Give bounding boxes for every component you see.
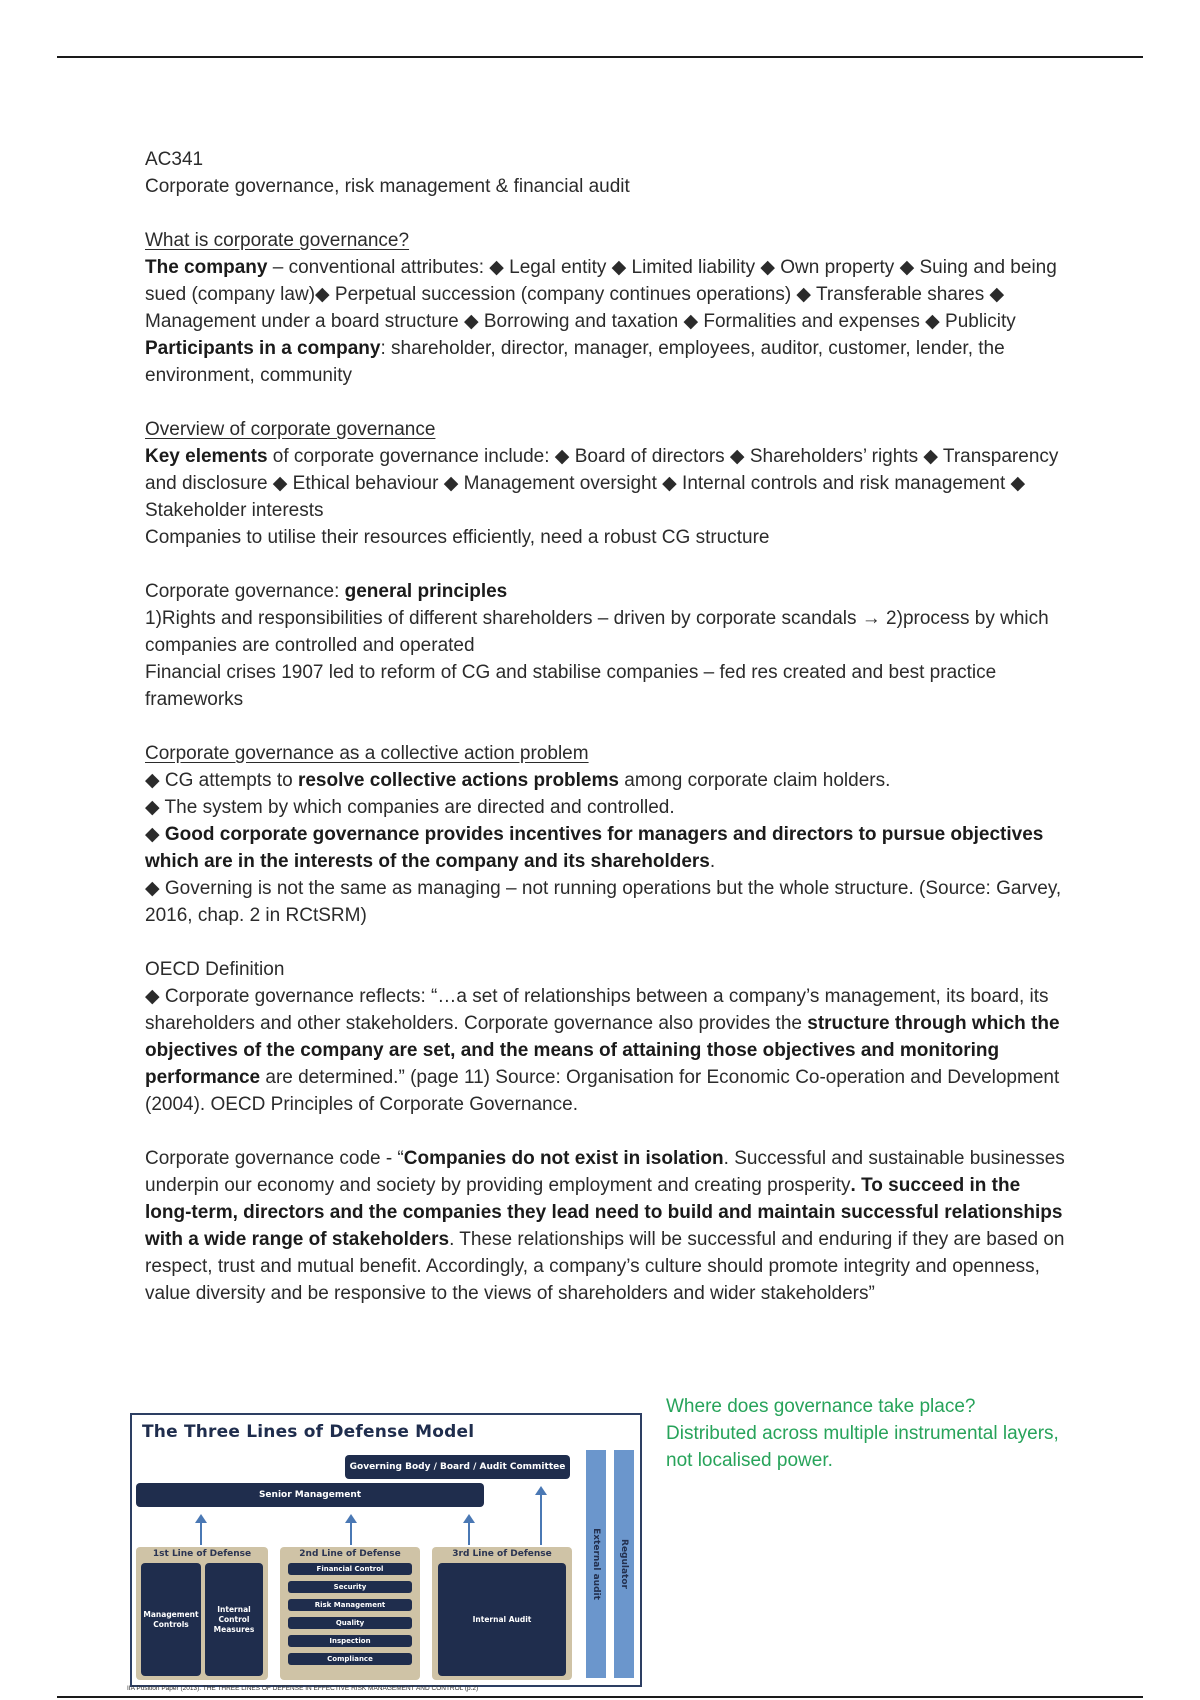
paragraph: The company – conventional attributes: ◆ Legal entity ◆ Limited liability ◆ Own property ◆ Suing and being sued (company law)◆ Perpetual succession (company continues operations) ◆ Transferable shares ◆ Management under a board structure ◆ Borrowing and taxation ◆ Formalities and expenses ◆ Publicity	[145, 257, 1057, 332]
second-line-of-defense	[280, 1547, 420, 1680]
internal-control-measures-box: Internal Control Measures	[205, 1563, 263, 1676]
first-line-header: 1st Line of Defense	[152, 1549, 252, 1559]
paragraph: Financial crises 1907 led to reform of CG and stabilise companies – fed res created and best practice frameworks	[145, 662, 997, 710]
paragraph: Participants in a company: shareholder, director, manager, employees, auditor, customer, lender, the environment, community	[145, 338, 1005, 386]
paragraph: ◆ Corporate governance reflects: “…a set of relationships between a company’s management, its board, its shareholders and other stakeholders. Corporate governance also provides the structure through which the objectives of the company are set, and the means of attaining those objectives and monitoring performance are determined.” (page 11) Source: Organisation for Economic Co-operation and Development (2004). OECD Principles of Corporate Governance.	[145, 986, 1060, 1115]
first-line-of-defense	[136, 1547, 268, 1680]
bullet-item: ◆ The system by which companies are directed and controlled.	[145, 797, 675, 818]
header-rule	[57, 56, 1143, 58]
section-heading: What is corporate governance?	[145, 230, 410, 251]
financial-control-item: Financial Control	[288, 1563, 412, 1575]
section-heading: Corporate governance: general principles	[145, 581, 508, 602]
arrow-up-icon	[200, 1521, 202, 1545]
diagram-caption: IIA Position Paper (2013). THE THREE LINES OF DEFENSE IN EFFECTIVE RISK MANAGEMENT AND CONTROL (p.2)	[127, 1685, 479, 1692]
compliance-item: Compliance	[288, 1653, 412, 1665]
external-audit-bar	[586, 1450, 606, 1678]
footer-rule	[57, 1696, 1143, 1698]
regulator-label: Regulator	[619, 1539, 629, 1589]
management-controls-box: Management Controls	[141, 1563, 201, 1676]
course-code: AC341	[145, 149, 204, 170]
arrow-up-icon	[350, 1521, 352, 1545]
quality-item: Quality	[288, 1617, 412, 1629]
second-line-header: 2nd Line of Defense	[299, 1549, 401, 1559]
internal-audit-box: Internal Audit	[438, 1563, 566, 1676]
senior-management-box: Senior Management	[136, 1483, 484, 1507]
document-body	[145, 146, 1065, 1307]
bullet-item: ◆ Governing is not the same as managing – not running operations but the whole structure. (Source: Garvey, 2016, chap. 2 in RCtSRM)	[145, 878, 1062, 926]
paragraph: Corporate governance code - “Companies do not exist in isolation. Successful and sustainable businesses underpin our economy and society by providing employment and creating prosperity. To succeed in the long-term, directors and the companies they lead need to build and maintain successful relationships with a wide range of stakeholders. These relationships will be successful and enduring if they are based on respect, trust and mutual benefit. Accordingly, a company’s culture should promote integrity and openness, value diversity and be responsive to the views of shareholders and wider stakeholders”	[145, 1148, 1065, 1304]
paragraph: 1)Rights and responsibilities of different shareholders – driven by corporate scandals → 2)process by which companies are controlled and operated	[145, 608, 1049, 656]
paragraph: Companies to utilise their resources efficiently, need a robust CG structure	[145, 527, 770, 548]
external-audit-label: External audit	[591, 1528, 601, 1600]
security-item: Security	[288, 1581, 412, 1593]
bullet-item: ◆ CG attempts to resolve collective actions problems among corporate claim holders.	[145, 770, 891, 791]
risk-management-item: Risk Management	[288, 1599, 412, 1611]
governing-body-box: Governing Body / Board / Audit Committee	[345, 1455, 570, 1479]
arrow-up-icon	[468, 1521, 470, 1545]
third-line-header: 3rd Line of Defense	[452, 1549, 552, 1559]
bullet-item: ◆ Good corporate governance provides incentives for managers and directors to pursue objectives which are in the interests of the company and its shareholders.	[145, 824, 1044, 872]
margin-note-question: Where does governance take place?	[666, 1396, 976, 1417]
margin-note-answer: Distributed across multiple instrumental layers, not localised power.	[666, 1423, 1059, 1471]
arrow-up-icon	[540, 1493, 542, 1545]
section-heading: Corporate governance as a collective action problem	[145, 743, 589, 764]
section-heading: OECD Definition	[145, 959, 285, 980]
paragraph: Key elements of corporate governance include: ◆ Board of directors ◆ Shareholders’ rights ◆ Transparency and disclosure ◆ Ethical behaviour ◆ Management oversight ◆ Internal controls and risk management ◆ Stakeholder interests	[145, 446, 1059, 521]
inspection-item: Inspection	[288, 1635, 412, 1647]
section-heading: Overview of corporate governance	[145, 419, 436, 440]
third-line-of-defense	[432, 1547, 572, 1680]
regulator-bar	[614, 1450, 634, 1678]
document-title: Corporate governance, risk management & financial audit	[145, 176, 630, 197]
margin-note	[666, 1393, 1066, 1474]
diagram-title: The Three Lines of Defense Model	[142, 1422, 475, 1442]
three-lines-of-defense-diagram	[130, 1413, 642, 1687]
